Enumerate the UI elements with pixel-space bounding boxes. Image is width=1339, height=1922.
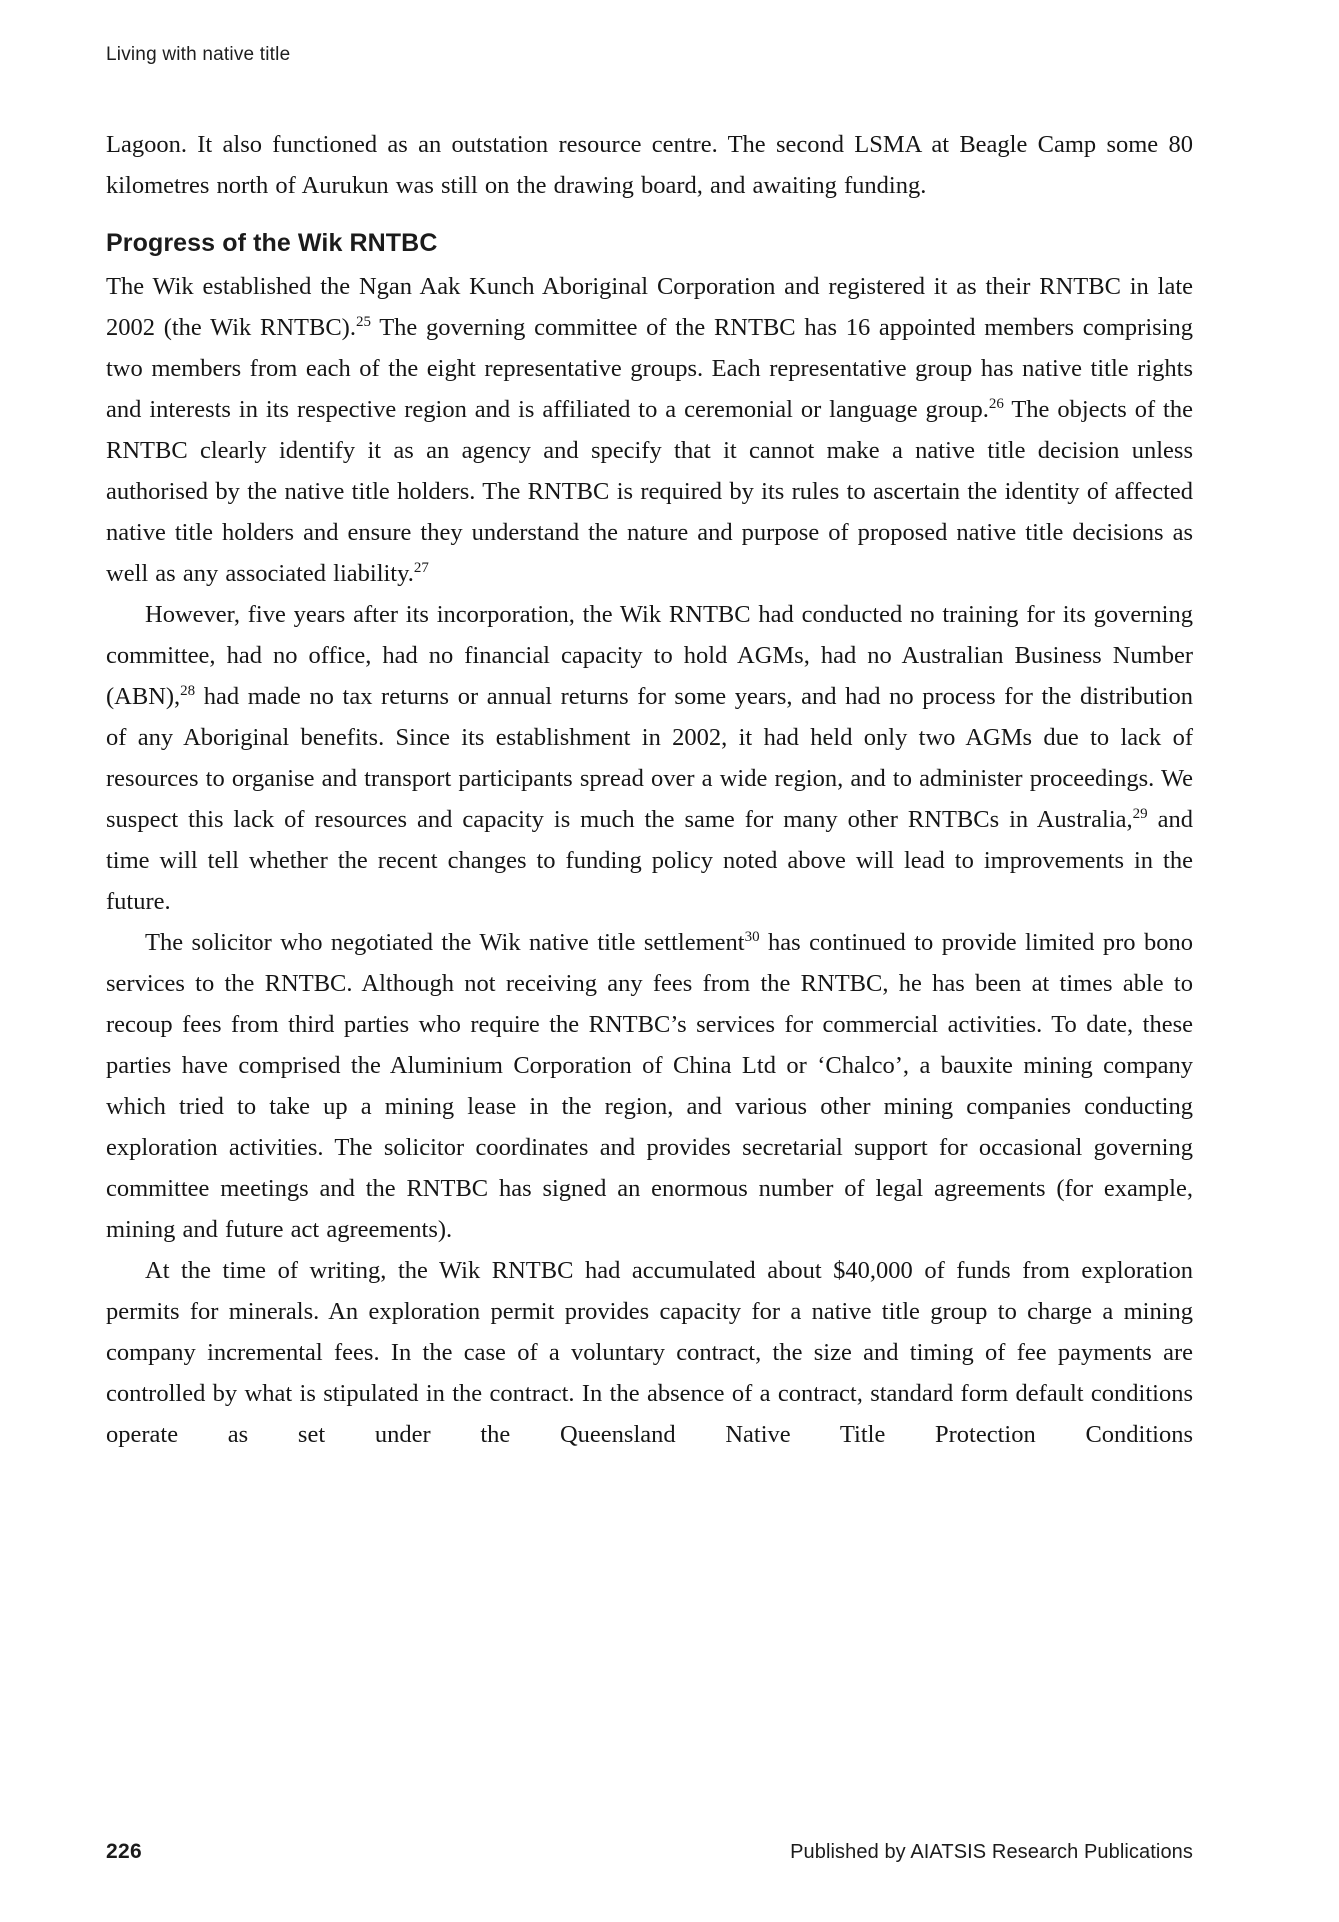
body-paragraph: At the time of writing, the Wik RNTBC had accumulated about $40,000 of funds from exploration permits for minerals. An exploration permit provides capacity for a native title group to charge a mining company incremental fees. In the case of a voluntary contract, the size and timing of fee payments are controlled by what is stipulated in the contract. In the absence of a contract, standard form default conditions operate as set under the Queensland Native Title Protection Conditions [106, 1257, 1193, 1448]
footnote-ref: 29 [1132, 806, 1148, 822]
footnote-ref: 27 [413, 560, 429, 576]
section-heading: Progress of the Wik RNTBC [106, 229, 438, 257]
footnote-ref: 30 [744, 929, 760, 945]
running-header: Living with native title [106, 44, 291, 65]
page-number: 226 [106, 1840, 142, 1863]
body-paragraph: The solicitor who negotiated the Wik native title settlement$^{30}$ has continued to provide limited pro bono services to the RNTBC. Although not receiving any fees from the RNTBC, he has been at times able to recoup fees from third parties who require the RNTBC’s services for commercial activities. To date, these parties have comprised the Aluminium Corporation of China Ltd or ‘Chalco’, a bauxite mining company which tried to take up a mining lease in the region, and various other mining companies conducting exploration activities. The solicitor coordinates and provides secretarial support for occasional governing committee meetings and the RNTBC has signed an enormous number of legal agreements (for example, mining and future act agreements). [106, 929, 1193, 1243]
footnote-ref: 25 [355, 314, 371, 330]
body-paragraph: The Wik established the Ngan Aak Kunch Aboriginal Corporation and registered it as their RNTBC in late 2002 (the Wik RNTBC).$^{25}$ The governing committee of the RNTBC has 16 appointed members comprising two members from each of the eight representative groups. Each representative group has native title rights and interests in its respective region and is affiliated to a ceremonial or language group.$^{26}$ The objects of the RNTBC clearly identify it as an agency and specify that it cannot make a native title decision unless authorised by the native title holders. The RNTBC is required by its rules to ascertain the identity of affected native title holders and ensure they understand the nature and purpose of proposed native title decisions as well as any associated liability.$^{27}$ [106, 273, 1193, 587]
publisher-note: Published by AIATSIS Research Publications [790, 1841, 1193, 1863]
body-paragraph: However, five years after its incorporation, the Wik RNTBC had conducted no training for its governing committee, had no office, had no financial capacity to hold AGMs, had no Australian Business Number (ABN),$^{28}$ had made no tax returns or annual returns for some years, and had no process for the distribution of any Aboriginal benefits. Since its establishment in 2002, it had held only two AGMs due to lack of resources to organise and transport participants spread over a wide region, and to administer proceedings. We suspect this lack of resources and capacity is much the same for many other RNTBCs in Australia,$^{29}$ and time will tell whether the recent changes to funding policy noted above will lead to improvements in the future. [106, 601, 1193, 915]
footnote-ref: 26 [988, 396, 1004, 412]
page-footer [106, 1840, 1193, 1864]
footnote-ref: 28 [180, 683, 196, 699]
page-body [106, 124, 1193, 1455]
body-paragraph: Lagoon. It also functioned as an outstation resource centre. The second LSMA at Beagle Camp some 80 kilometres north of Aurukun was still on the drawing board, and awaiting funding. [106, 131, 1193, 199]
